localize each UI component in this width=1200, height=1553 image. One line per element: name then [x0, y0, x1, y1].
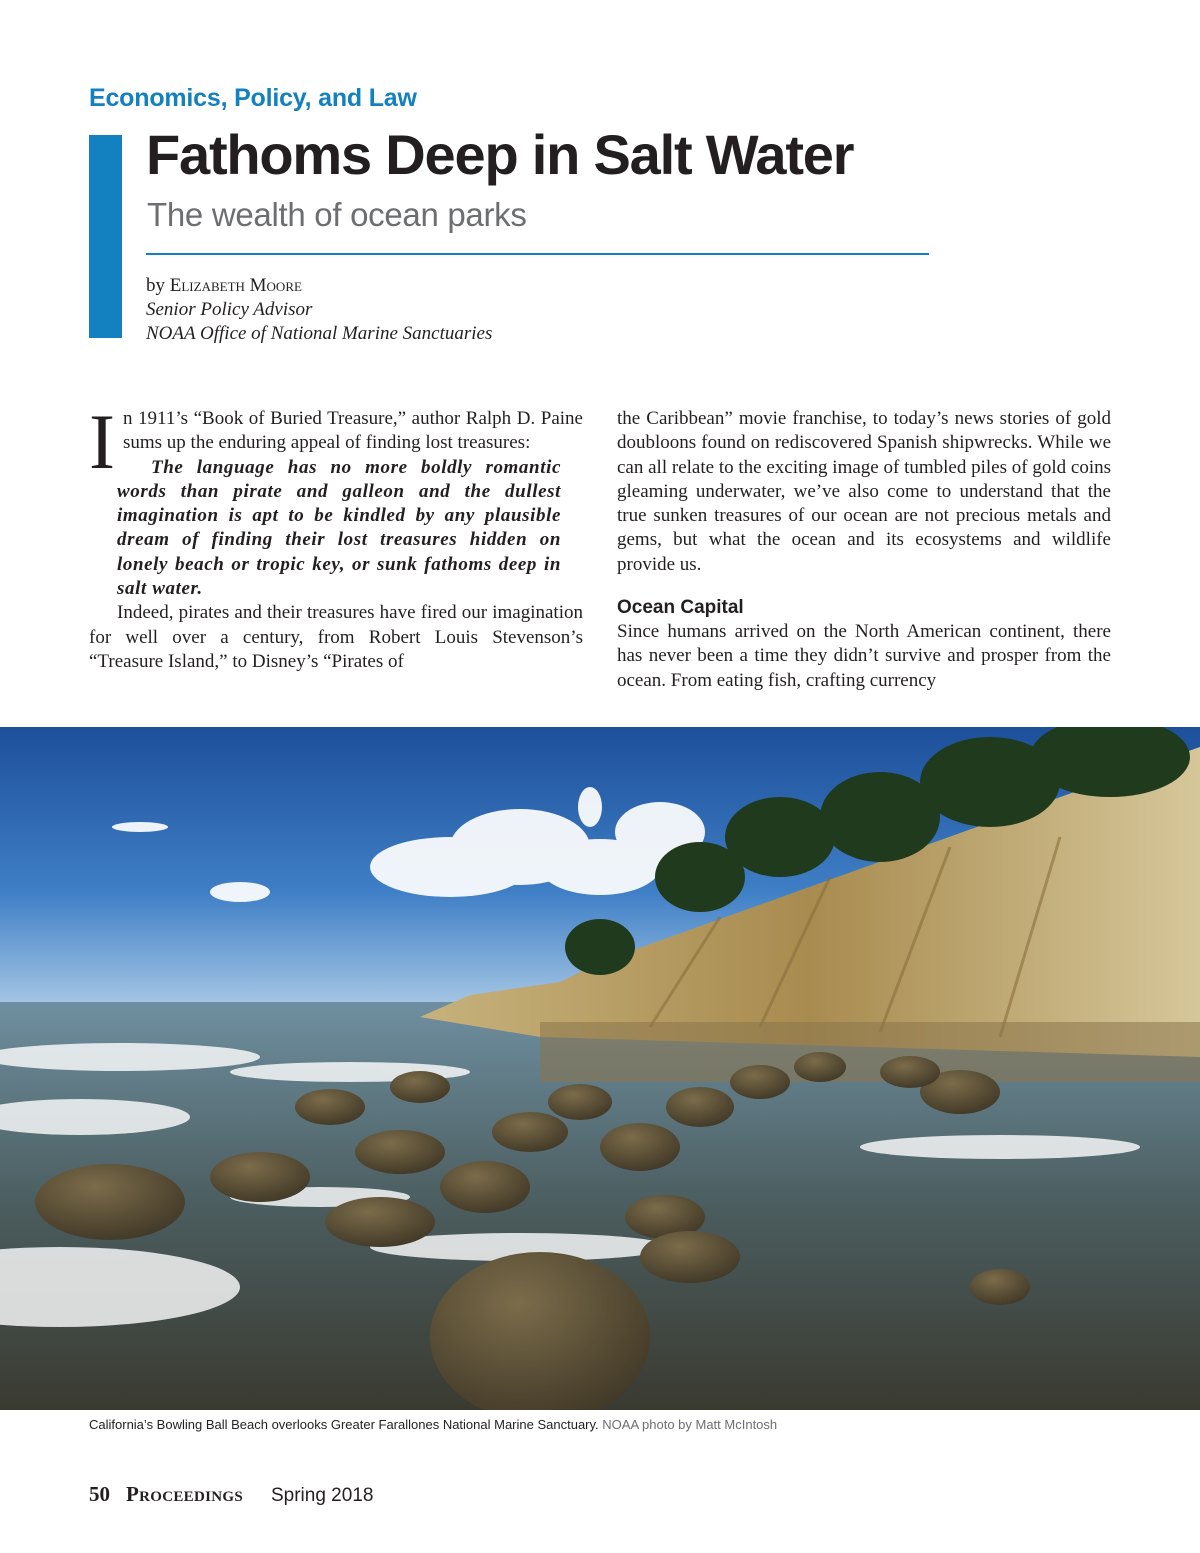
body-paragraph-2-continued: [617, 407, 1111, 577]
article-title: Fathoms Deep in Salt Water: [146, 123, 854, 186]
intro-text: n 1911’s “Book of Buried Treasure,” author Ralph D. Paine sums up the enduring appeal of finding lost treasures:: [122, 408, 583, 454]
quote-text: The language has no more boldly romantic words than pirate and galleon and the dullest imagination is apt to be kindled by any plausible dream of finding their lost treasures hidden on lonely beach or tropic key, or sunk fathoms deep in salt water.: [117, 456, 561, 600]
body-text-3: Since humans arrived on the North American continent, there has never been a time they didn’t survive and prosper from the ocean. From eating fish, crafting currency: [617, 621, 1111, 691]
body-paragraph-2: [89, 601, 583, 674]
article-column-left: [89, 398, 583, 674]
title-divider: [146, 253, 929, 255]
photo-credit: NOAA photo by Matt McIntosh: [602, 1417, 778, 1432]
author-name: Elizabeth Moore: [169, 275, 302, 296]
block-quote: [117, 456, 561, 602]
section-label: Economics, Policy, and Law: [89, 84, 417, 112]
intro-paragraph: [89, 398, 583, 485]
title-accent-bar: [89, 135, 122, 338]
body-text-2-left: Indeed, pirates and their treasures have fired our imagination for well over a century, from Robert Louis Stevenson’s “Treasure Island,” to Disney’s “Pirates of: [89, 602, 583, 672]
article-subtitle: The wealth of ocean parks: [147, 196, 527, 233]
author-role: Senior Policy Advisor: [146, 299, 313, 320]
drop-cap: I: [89, 398, 115, 485]
magazine-name: Proceedings: [126, 1482, 243, 1506]
body-paragraph-3: [617, 620, 1111, 693]
section-subhead: Ocean Capital: [617, 597, 744, 619]
author-office: NOAA Office of National Marine Sanctuaries: [146, 323, 493, 344]
photo-caption: [89, 1417, 777, 1432]
page-footer: [89, 1482, 373, 1507]
issue-date: Spring 2018: [270, 1485, 374, 1506]
page-number: 50: [89, 1482, 110, 1506]
byline: [146, 274, 492, 346]
beach-photo: [0, 727, 1200, 1410]
byline-prefix: by: [146, 275, 165, 296]
article-column-right: [617, 407, 1111, 693]
body-text-2-right: the Caribbean” movie franchise, to today’s news stories of gold doubloons found on rediscovered Spanish shipwrecks. While we can all relate to the exciting image of tumbled piles of gold coins gleaming underwater, we’ve also come to understand that the true sunken treasures of our ocean are not precious metals and gems, but what the ocean and its ecosystems and wildlife provide us.: [617, 408, 1111, 575]
caption-text: California’s Bowling Ball Beach overlooks Greater Farallones National Marine Sanctuary.: [89, 1417, 599, 1432]
